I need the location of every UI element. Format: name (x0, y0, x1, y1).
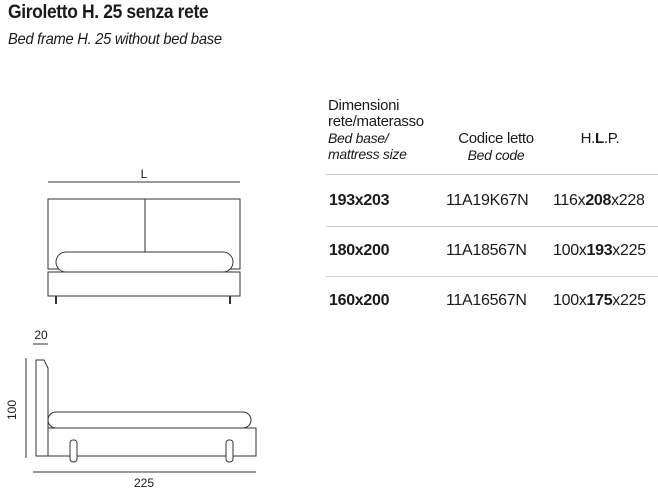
table-divider (326, 226, 658, 227)
row-1-code: 11A19K67N (446, 192, 529, 209)
row-3-size: 160x200 (329, 292, 390, 309)
side-leg-back (226, 440, 233, 462)
header-size-it: Dimensioni rete/materasso (328, 97, 424, 130)
header-size (328, 98, 440, 162)
row-2-hlp: 100x193x225 (553, 242, 646, 259)
front-mattress (56, 252, 233, 272)
header-hlp-p: .P. (603, 130, 620, 147)
front-bed-frame (48, 272, 240, 296)
header-hlp-h: H. (580, 130, 595, 147)
header-hlp (560, 131, 640, 147)
front-view-drawing (48, 182, 240, 304)
header-size-en: Bed base/ mattress size (328, 130, 407, 162)
side-mattress (48, 412, 251, 428)
side-headboard (36, 360, 48, 456)
row-2-code: 11A18567N (446, 242, 527, 259)
row-1-hlp: 116x208x228 (553, 192, 645, 209)
page-title: Giroletto H. 25 senza rete (8, 2, 209, 23)
header-code-en: Bed code (467, 147, 525, 163)
row-3-hlp: 100x175x225 (553, 292, 646, 309)
side-length-label: 225 (133, 476, 155, 490)
front-width-label: L (140, 167, 148, 181)
table-divider (326, 276, 658, 277)
header-hlp-l: L (595, 130, 604, 147)
side-bed-frame (48, 428, 256, 456)
side-view-drawing (26, 344, 256, 472)
side-depth-label: 20 (34, 328, 48, 342)
header-code (446, 131, 546, 163)
header-code-it: Codice letto (458, 130, 534, 147)
side-leg-front (70, 440, 77, 462)
page-subtitle: Bed frame H. 25 without bed base (8, 31, 222, 48)
side-height-label: 100 (5, 399, 19, 421)
table-divider (326, 174, 658, 175)
row-1-size: 193x203 (329, 192, 390, 209)
row-3-code: 11A16567N (446, 292, 527, 309)
row-2-size: 180x200 (329, 242, 390, 259)
